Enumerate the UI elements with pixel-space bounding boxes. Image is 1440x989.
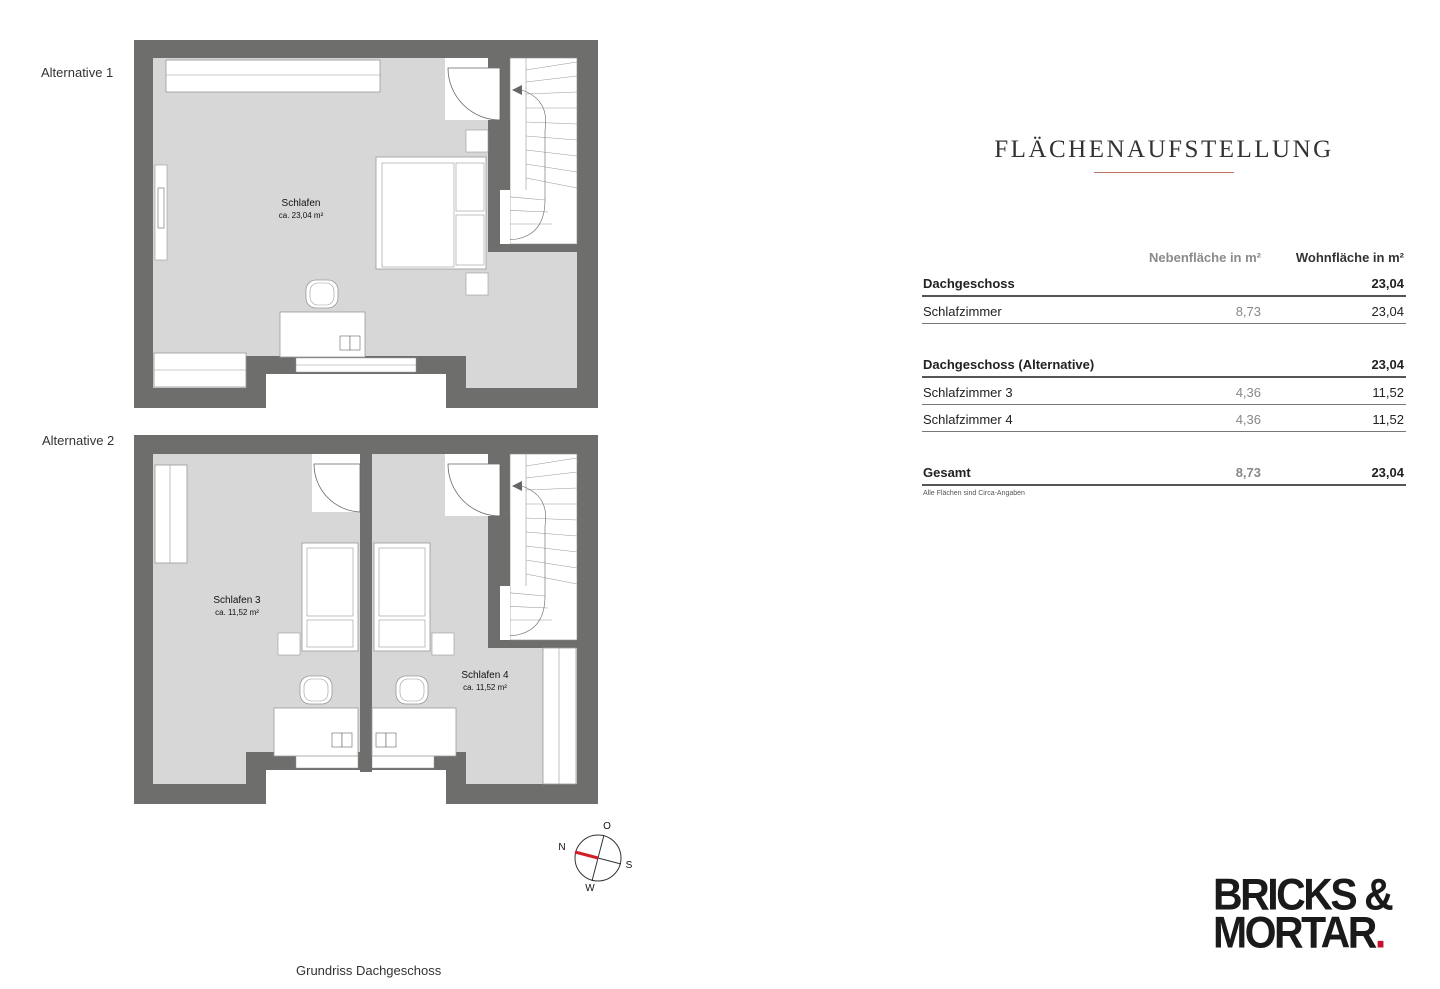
- nebenflaeche-value: 4,36: [1235, 412, 1261, 427]
- title-underline: [1094, 172, 1234, 173]
- compass-o-label: O: [603, 821, 611, 832]
- room-area-schlafen-4: ca. 11,52 m²: [463, 683, 507, 692]
- logo-line-2: MORTAR: [1213, 907, 1375, 957]
- header-nebenflaeche: Nebenfläche in m²: [1149, 250, 1261, 265]
- wohnflaeche-value: 11,52: [1372, 412, 1404, 427]
- table-spacer: [922, 432, 1406, 458]
- group-name: Dachgeschoss (Alternative): [923, 357, 1095, 372]
- room-area-schlafen: ca. 23,04 m²: [278, 211, 324, 220]
- table-spacer: [922, 324, 1406, 350]
- compass-w-label: W: [585, 883, 595, 894]
- table-row: [922, 297, 1406, 324]
- floor-plan-alternative-1: [134, 40, 598, 408]
- table-row: [922, 378, 1406, 405]
- compass-needle: [575, 852, 598, 858]
- area-table: [922, 243, 1406, 486]
- group-total: 23,04: [1371, 357, 1404, 372]
- total-wohnflaeche: 23,04: [1371, 465, 1404, 480]
- room-name-schlafen-3: Schlafen 3: [213, 595, 261, 606]
- nebenflaeche-value: 4,36: [1235, 385, 1261, 400]
- nebenflaeche-value: 8,73: [1235, 304, 1261, 319]
- compass-s-label: S: [625, 860, 633, 871]
- summary-title: FLÄCHENAUFSTELLUNG: [994, 136, 1334, 163]
- room-name-schlafen-4: Schlafen 4: [461, 670, 509, 681]
- total-row: [922, 458, 1406, 486]
- table-header: [922, 243, 1406, 269]
- wohnflaeche-value: 23,04: [1371, 304, 1404, 319]
- room-name: Schlafzimmer 4: [923, 412, 1013, 427]
- room-area-schlafen-3: ca. 11,52 m²: [215, 608, 259, 617]
- logo-line-1: BRICKS &: [1213, 869, 1392, 920]
- floor-plan-alternative-2: [134, 435, 598, 804]
- total-nebenflaeche: 8,73: [1235, 465, 1261, 480]
- plan-caption: Grundriss Dachgeschoss: [296, 963, 442, 978]
- alternative-1-label: Alternative 1: [41, 65, 114, 80]
- group-total: 23,04: [1371, 276, 1404, 291]
- compass-icon: [558, 821, 632, 894]
- table-row: [922, 405, 1406, 432]
- header-wohnflaeche: Wohnfläche in m²: [1295, 250, 1404, 265]
- group-name: Dachgeschoss: [923, 276, 1015, 291]
- compass-n-label: N: [558, 842, 566, 853]
- alternative-2-label: Alternative 2: [42, 433, 115, 448]
- group-row-dachgeschoss-alternative: [922, 350, 1406, 378]
- bricks-and-mortar-logo: [1213, 869, 1413, 957]
- wohnflaeche-value: 11,52: [1372, 385, 1404, 400]
- room-name: Schlafzimmer 3: [923, 385, 1013, 400]
- logo-dot: .: [1374, 907, 1384, 957]
- footnote: Alle Flächen sind Circa-Angaben: [923, 490, 1025, 497]
- floor-plans: [0, 0, 700, 989]
- group-row-dachgeschoss: [922, 269, 1406, 297]
- room-name: Schlafzimmer: [923, 304, 1002, 319]
- total-label: Gesamt: [923, 465, 971, 480]
- room-name-schlafen: Schlafen: [281, 198, 321, 209]
